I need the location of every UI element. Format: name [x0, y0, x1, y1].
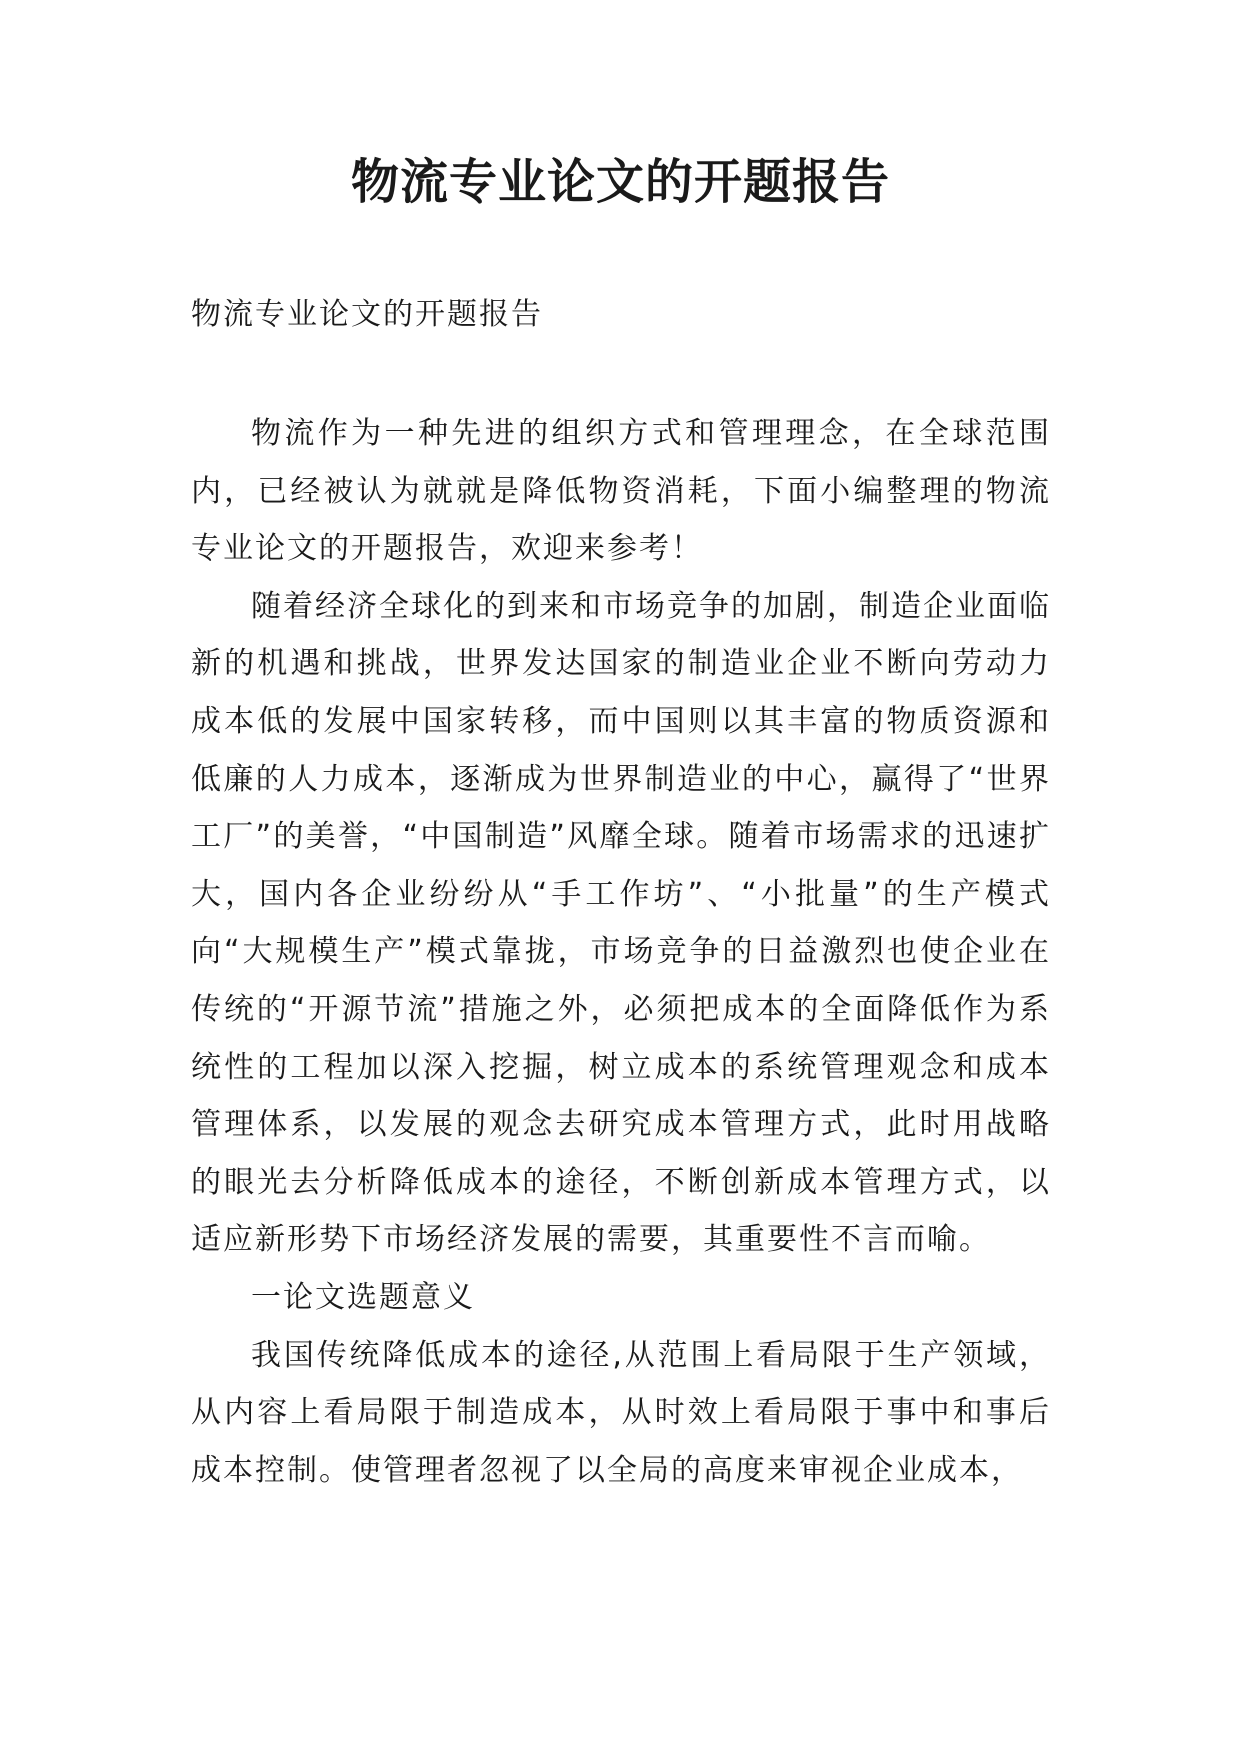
- section-heading: 一论文选题意义: [251, 1279, 475, 1315]
- paragraph-significance: 我国传统降低成本的途径,从范围上看局限于生产领域，从内容上看局限于制造成本，从时效上看局限于事中和事后成本控制。使管理者忽视了以全局的高度来审视企业成本，: [191, 1337, 1051, 1488]
- document-title: 物流专业论文的开题报告: [350, 154, 890, 210]
- paragraph-intro: 物流作为一种先进的组织方式和管理理念，在全球范围内，已经被认为就就是降低物资消耗，下面小编整理的物流专业论文的开题报告，欢迎来参考！: [191, 416, 1051, 567]
- paragraph-background: 随着经济全球化的到来和市场竞争的加剧，制造企业面临新的机遇和挑战，世界发达国家的制造业企业不断向劳动力成本低的发展中国家转移，而中国则以其丰富的物质资源和低廉的人力成本，逐渐成为世界制造业的中心，赢得了“世界工厂”的美誉，“中国制造”风靡全球。随着市场需求的迅速扩大，国内各企业纷纷从“手工作坊”、“小批量”的生产模式向“大规模生产”模式靠拢，市场竞争的日益激烈也使企业在传统的“开源节流”措施之外，必须把成本的全面降低作为系统性的工程加以深入挖掘，树立成本的系统管理观念和成本管理体系，以发展的观念去研究成本管理方式，此时用战略的眼光去分析降低成本的途径，不断创新成本管理方式，以适应新形势下市场经济发展的需要，其重要性不言而喻。: [191, 588, 1051, 1258]
- document-subtitle: 物流专业论文的开题报告: [191, 297, 543, 332]
- document-body: [191, 405, 1051, 1499]
